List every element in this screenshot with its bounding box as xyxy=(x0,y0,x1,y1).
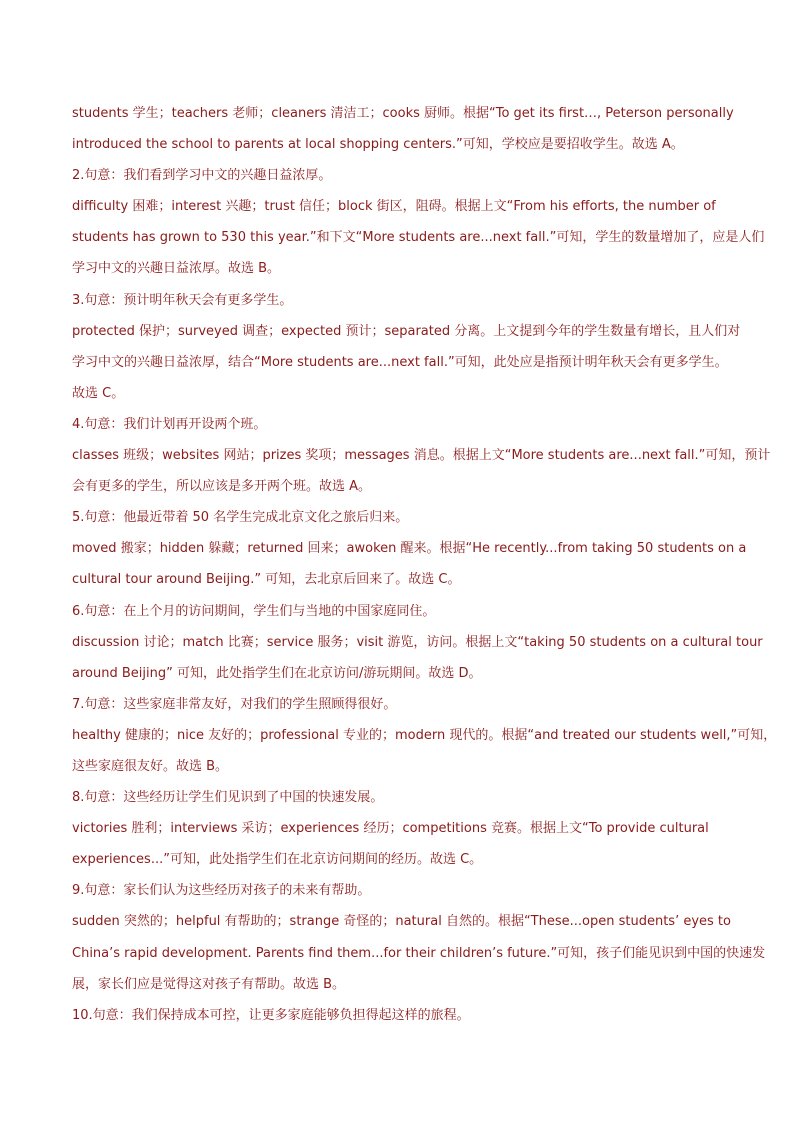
text-line: 这些家庭很友好。故选 B。 xyxy=(72,758,229,774)
text-line: students 学生；teachers 老师；cleaners 清洁工；cooks 厨师。根据“To get its first…, Peterson personally xyxy=(72,106,734,121)
text-line: cultural tour around Beijing.” 可知，去北京后回来了。故选 C。 xyxy=(72,572,461,588)
text-line: 学习中文的兴趣日益浓厚。故选 B。 xyxy=(72,261,281,277)
text-line: 展，家长们应是觉得这对孩子有帮助。故选 B。 xyxy=(72,976,346,992)
question-4-translation: 4.句意：我们计划再开设两个班。 xyxy=(72,416,267,432)
text-line: students has grown to 530 this year.”和下文“More students are...next fall.”可知，学生的数量增加了，应是人们 xyxy=(72,230,765,246)
text-line: healthy 健康的；nice 友好的；professional 专业的；modern 现代的。根据“and treated our students well,”可知， xyxy=(72,727,777,743)
text-line: difficulty 困难；interest 兴趣；trust 信任；block 街区，阻碍。根据上文“From his efforts, the number of xyxy=(72,199,716,215)
question-5-translation: 5.句意：他最近带着 50 名学生完成北京文化之旅后归来。 xyxy=(72,510,409,526)
text-line: introduced the school to parents at local shopping centers.”可知，学校应是要招收学生。故选 A。 xyxy=(72,137,684,153)
text-line: experiences...”可知，此处指学生们在北京访问期间的经历。故选 C。 xyxy=(72,852,483,868)
text-line: moved 搬家；hidden 躲藏；returned 回来；awoken 醒来。根据“He recently...from taking 50 students on a xyxy=(72,541,747,557)
text-line: around Beijing” 可知，此处指学生们在北京访问/游玩期间。故选 D。 xyxy=(72,665,482,681)
text-line: China’s rapid development. Parents find them...for their children’s future.”可知，孩子们能见识到中国的快速发 xyxy=(72,945,766,961)
question-2-translation: 2.句意：我们看到学习中文的兴趣日益浓厚。 xyxy=(72,168,332,184)
text-line: 故选 C。 xyxy=(72,385,125,401)
question-3-translation: 3.句意：预计明年秋天会有更多学生。 xyxy=(72,292,293,308)
question-10-translation: 10.句意：我们保持成本可控，让更多家庭能够负担得起这样的旅程。 xyxy=(72,1007,470,1023)
answer-explanations xyxy=(72,98,777,1031)
text-line: 学习中文的兴趣日益浓厚，结合“More students are...next fall.”可知，此处应是指预计明年秋天会有更多学生。 xyxy=(72,354,728,370)
question-9-translation: 9.句意：家长们认为这些经历对孩子的未来有帮助。 xyxy=(72,883,371,899)
text-line: protected 保护；surveyed 调查；expected 预计；separated 分离。上文提到今年的学生数量有增长，且人们对 xyxy=(72,323,741,339)
text-line: discussion 讨论；match 比赛；service 服务；visit 游览，访问。根据上文“taking 50 students on a cultural tour xyxy=(72,634,763,650)
question-7-translation: 7.句意：这些家庭非常友好，对我们的学生照顾得很好。 xyxy=(72,696,397,712)
question-6-translation: 6.句意：在上个月的访问期间，学生们与当地的中国家庭同住。 xyxy=(72,603,436,619)
text-line: victories 胜利；interviews 采访；experiences 经历；competitions 竞赛。根据上文“To provide cultural xyxy=(72,821,709,837)
question-8-translation: 8.句意：这些经历让学生们见识到了中国的快速发展。 xyxy=(72,790,384,806)
text-line: classes 班级；websites 网站；prizes 奖项；messages 消息。根据上文“More students are...next fall.”可知，预计 xyxy=(72,448,771,464)
text-line: sudden 突然的；helpful 有帮助的；strange 奇怪的；natural 自然的。根据“These...open students’ eyes to xyxy=(72,914,731,930)
text-line: 会有更多的学生，所以应该是多开两个班。故选 A。 xyxy=(72,479,372,495)
